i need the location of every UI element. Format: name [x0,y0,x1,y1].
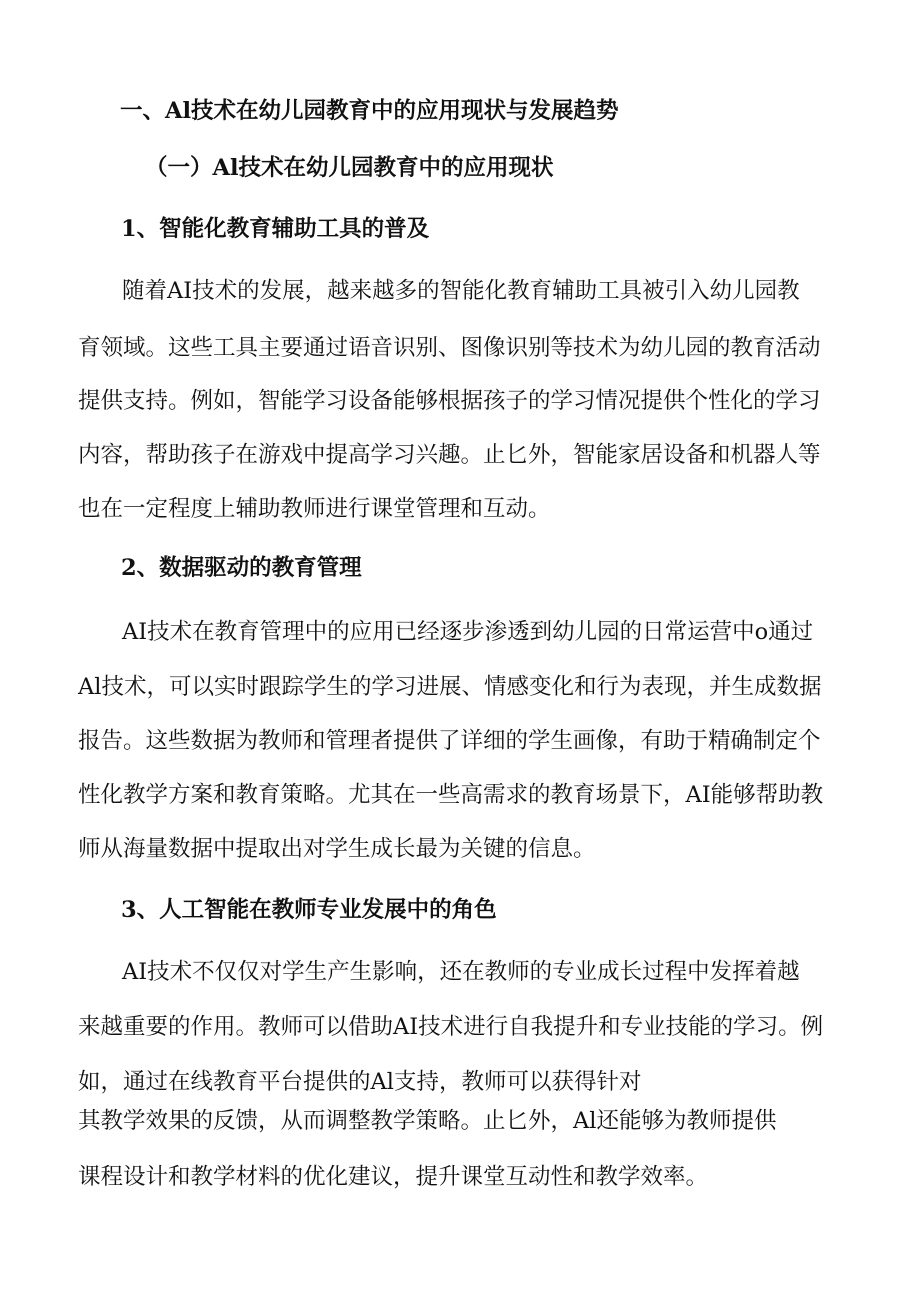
item-heading-1: 1、智能化教育辅助工具的普及 [121,216,430,242]
paragraph-line: 师从海量数据中提取出对学生成长最为关键的信息。 [78,836,596,862]
paragraph-line: 随着AI技术的发展，越来越多的智能化教育辅助工具被引入幼儿园教 [122,278,800,304]
paragraph-line: AI技术在教育管理中的应用已经逐步渗透到幼儿园的日常运营中o通过 [122,619,814,645]
paragraph-line: 提供支持。例如，智能学习设备能够根据孩子的学习情况提供个性化的学习 [78,388,821,414]
paragraph-line: 内容，帮助孩子在游戏中提高学习兴趣。止匕外，智能家居设备和机器人等 [78,442,821,468]
paragraph-line: 来越重要的作用。教师可以借助AI技术进行自我提升和专业技能的学习。例 [78,1014,824,1040]
paragraph-line: 课程设计和教学材料的优化建议，提升课堂互动性和教学效率。 [78,1164,709,1190]
paragraph-line: 其教学效果的反馈，从而调整教学策略。止匕外，Al还能够为教师提供 [78,1108,777,1134]
item-heading-2: 2、数据驱动的教育管理 [121,555,362,581]
paragraph-line: AI技术不仅仅对学生产生影响，还在教师的专业成长过程中发挥着越 [122,959,800,985]
paragraph-line: 也在一定程度上辅助教师进行课堂管理和互动。 [78,496,551,522]
item-heading-3: 3、人工智能在教师专业发展中的角色 [121,897,497,923]
paragraph-line: 育领域。这些工具主要通过语音识别、图像识别等技术为幼儿园的教育活动 [78,335,821,361]
subsection-title: （一）Al技术在幼儿园教育中的应用现状 [145,155,554,181]
paragraph-line: Al技术，可以实时跟踪学生的学习进展、情感变化和行为表现，并生成数据 [78,674,822,700]
paragraph-line: 如，通过在线教育平台提供的Al支持，教师可以获得针对 [78,1069,642,1095]
section-title: 一、Al技术在幼儿园教育中的应用现状与发展趋势 [120,98,619,124]
paragraph-line: 性化教学方案和教育策略。尤其在一些高需求的教育场景下，AI能够帮助教 [78,782,824,808]
paragraph-line: 报告。这些数据为教师和管理者提供了详细的学生画像，有助于精确制定个 [78,728,821,754]
